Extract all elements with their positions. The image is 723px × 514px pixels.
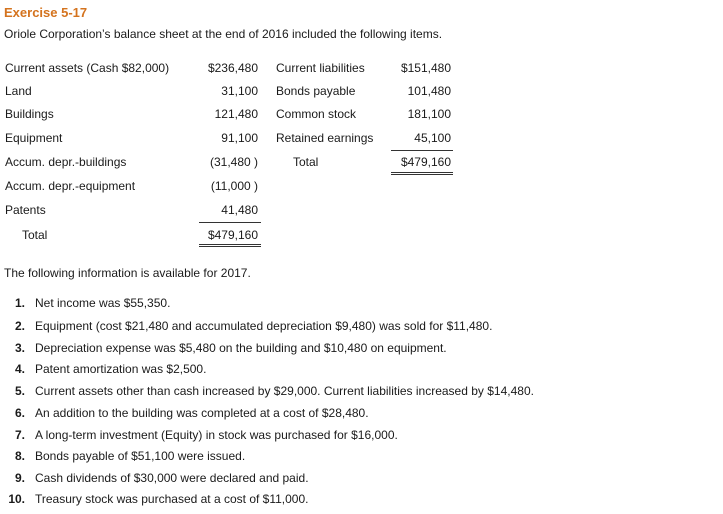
list-item-number: 9.	[14, 471, 25, 485]
bs-row	[0, 84, 723, 104]
list-item-text: Patent amortization was $2,500.	[35, 362, 207, 376]
liability-amount: $151,480	[400, 61, 451, 75]
bs-row	[0, 107, 723, 127]
asset-label: Buildings	[5, 107, 54, 121]
list-item-text: Bonds payable of $51,100 were issued.	[35, 449, 246, 463]
asset-amount: 121,480	[214, 107, 258, 121]
liability-label: Common stock	[276, 107, 357, 121]
asset-label: Accum. depr.-buildings	[5, 155, 127, 169]
list-item-number: 6.	[14, 406, 25, 420]
list-item-number: 10.	[8, 492, 25, 506]
list-item	[0, 296, 723, 318]
liability-amount: 181,100	[407, 107, 451, 121]
asset-label: Patents	[5, 203, 46, 217]
list-item	[0, 362, 723, 384]
list-item-number: 7.	[14, 428, 25, 442]
asset-total-double-rule	[199, 246, 261, 247]
list-item-text: Net income was $55,350.	[35, 296, 171, 310]
bs-row	[0, 155, 723, 175]
asset-total-label: Total	[22, 228, 48, 242]
intro-text: Oriole Corporation’s balance sheet at the end of 2016 included the following items.	[4, 27, 443, 41]
info-heading: The following information is available for 2017.	[4, 266, 251, 280]
list-item-number: 3.	[14, 341, 25, 355]
asset-label: Current assets (Cash $82,000)	[5, 61, 170, 75]
list-item-text: Current assets other than cash increased by $29,000. Current liabilities increased by $14,480.	[35, 384, 534, 398]
liability-total-double-rule	[391, 174, 453, 175]
list-item-text: A long-term investment (Equity) in stock was purchased for $16,000.	[35, 428, 398, 442]
bs-row	[0, 179, 723, 199]
bs-row	[0, 131, 723, 151]
asset-subtotal-rule	[199, 222, 261, 223]
bs-row	[0, 203, 723, 223]
asset-amount: (31,480 )	[209, 155, 258, 169]
list-item	[0, 406, 723, 428]
liability-label: Retained earnings	[276, 131, 374, 145]
list-item-number: 8.	[14, 449, 25, 463]
list-item-text: Depreciation expense was $5,480 on the building and $10,480 on equipment.	[35, 341, 447, 355]
list-item-number: 1.	[14, 296, 25, 310]
list-item-text: An addition to the building was completed at a cost of $28,480.	[35, 406, 369, 420]
bs-row	[0, 61, 723, 81]
asset-amount: 41,480	[221, 203, 258, 217]
asset-total-double-rule	[199, 244, 261, 245]
liability-amount: 101,480	[407, 84, 451, 98]
list-item-text: Treasury stock was purchased at a cost of $11,000.	[35, 492, 309, 506]
bs-row	[0, 228, 723, 248]
list-item	[0, 384, 723, 406]
liability-total-double-rule	[391, 172, 453, 173]
liability-total-amount: $479,160	[400, 155, 451, 169]
asset-label: Accum. depr.-equipment	[5, 179, 136, 193]
asset-total-amount: $479,160	[207, 228, 258, 242]
list-item	[0, 428, 723, 450]
asset-label: Land	[5, 84, 32, 98]
liability-label: Bonds payable	[276, 84, 356, 98]
liability-total-label: Total	[293, 155, 319, 169]
liability-subtotal-rule	[391, 150, 453, 151]
asset-amount: 91,100	[221, 131, 258, 145]
exercise-title: Exercise 5-17	[4, 5, 88, 20]
liability-amount: 45,100	[414, 131, 451, 145]
list-item-text: Cash dividends of $30,000 were declared and paid.	[35, 471, 309, 485]
list-item	[0, 471, 723, 493]
list-item	[0, 341, 723, 363]
list-item-number: 4.	[14, 362, 25, 376]
asset-amount: 31,100	[221, 84, 258, 98]
list-item-number: 5.	[14, 384, 25, 398]
asset-label: Equipment	[5, 131, 63, 145]
asset-amount: $236,480	[207, 61, 258, 75]
list-item	[0, 319, 723, 341]
list-item	[0, 492, 723, 514]
list-item-number: 2.	[14, 319, 25, 333]
liability-label: Current liabilities	[276, 61, 365, 75]
list-item-text: Equipment (cost $21,480 and accumulated depreciation $9,480) was sold for $11,480.	[35, 319, 493, 333]
list-item	[0, 449, 723, 471]
asset-amount: (11,000 )	[210, 179, 258, 193]
